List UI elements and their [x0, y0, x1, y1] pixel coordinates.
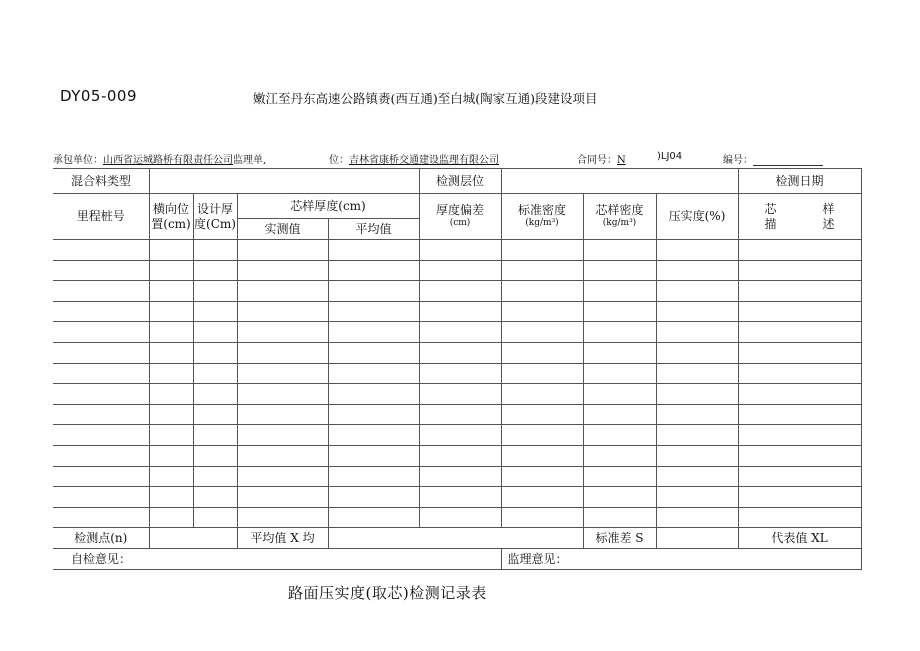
station-cell[interactable] [53, 240, 149, 261]
thk-dev-cell[interactable] [419, 466, 501, 487]
compaction-cell[interactable] [656, 445, 738, 466]
measured-cell[interactable] [237, 342, 328, 363]
design-thk-cell[interactable] [193, 363, 237, 384]
table-row [53, 322, 861, 343]
header-design-thickness [193, 194, 237, 240]
average-cell[interactable] [328, 384, 419, 405]
core-desc-cell[interactable] [738, 487, 861, 508]
thk-dev-cell[interactable] [419, 260, 501, 281]
core-density-cell[interactable] [583, 487, 656, 508]
header-compaction: 压实度(%) [656, 194, 738, 240]
std-density-cell[interactable] [501, 322, 583, 343]
measured-cell[interactable] [237, 404, 328, 425]
core-desc-cell[interactable] [738, 363, 861, 384]
contract-value-suffix: )LJ04 [657, 151, 683, 162]
test-points-value[interactable] [149, 528, 237, 549]
measured-cell[interactable] [237, 301, 328, 322]
measured-cell[interactable] [237, 281, 328, 302]
core-density-cell[interactable] [583, 363, 656, 384]
std-density-cell[interactable] [501, 342, 583, 363]
core-desc-char-1: 芯 [764, 201, 777, 216]
test-layer-label: 检测层位 [419, 169, 501, 194]
core-density-cell[interactable] [583, 322, 656, 343]
header-core-density-label: 芯样密度 [595, 203, 644, 218]
design-thk-cell[interactable] [193, 507, 237, 528]
core-desc-cell[interactable] [738, 384, 861, 405]
average-cell[interactable] [328, 363, 419, 384]
table-row [53, 281, 861, 302]
station-cell[interactable] [53, 363, 149, 384]
average-cell[interactable] [328, 466, 419, 487]
design-thk-cell[interactable] [193, 487, 237, 508]
thk-dev-cell[interactable] [419, 425, 501, 446]
core-density-cell[interactable] [583, 240, 656, 261]
compaction-cell[interactable] [656, 507, 738, 528]
table-row [53, 404, 861, 425]
number-blank [753, 155, 823, 166]
compaction-cell[interactable] [656, 363, 738, 384]
thk-dev-cell[interactable] [419, 281, 501, 302]
std-density-cell[interactable] [501, 507, 583, 528]
form-code: DY05-009 [60, 87, 138, 105]
measured-cell[interactable] [237, 240, 328, 261]
header-std-density-unit: (kg/m³) [525, 218, 559, 229]
measured-cell[interactable] [237, 260, 328, 281]
contractor-field [53, 151, 266, 166]
std-density-cell[interactable] [501, 363, 583, 384]
table-row [53, 487, 861, 508]
station-cell[interactable] [53, 466, 149, 487]
compaction-cell[interactable] [656, 322, 738, 343]
core-desc-cell[interactable] [738, 507, 861, 528]
test-points-label: 检测点(n) [53, 528, 149, 549]
design-thk-cell[interactable] [193, 240, 237, 261]
header-measured: 实测值 [237, 219, 328, 240]
core-density-cell[interactable] [583, 425, 656, 446]
mix-type-value[interactable] [149, 169, 419, 194]
std-dev-label: 标准差 S [583, 528, 656, 549]
contract-value-prefix: N [617, 155, 626, 166]
average-cell[interactable] [328, 404, 419, 425]
measured-cell[interactable] [237, 322, 328, 343]
supervisor-field [329, 151, 499, 166]
design-thk-cell[interactable] [193, 404, 237, 425]
std-density-cell[interactable] [501, 466, 583, 487]
std-density-cell[interactable] [501, 301, 583, 322]
design-thk-cell[interactable] [193, 384, 237, 405]
rep-value-label: 代表值 XL [738, 528, 861, 549]
core-desc-char-2: 样 [822, 201, 835, 216]
core-desc-cell[interactable] [738, 260, 861, 281]
thk-dev-cell[interactable] [419, 322, 501, 343]
lateral-cell[interactable] [149, 466, 193, 487]
station-cell[interactable] [53, 487, 149, 508]
std-density-cell[interactable] [501, 240, 583, 261]
average-cell[interactable] [328, 425, 419, 446]
core-density-cell[interactable] [583, 281, 656, 302]
thk-dev-cell[interactable] [419, 363, 501, 384]
lateral-cell[interactable] [149, 425, 193, 446]
lateral-cell[interactable] [149, 342, 193, 363]
average-cell[interactable] [328, 301, 419, 322]
self-check-opinion[interactable]: 自检意见： [53, 549, 501, 570]
lateral-cell[interactable] [149, 404, 193, 425]
compaction-cell[interactable] [656, 384, 738, 405]
mix-type-row [53, 169, 861, 194]
station-cell[interactable] [53, 404, 149, 425]
table-row [53, 363, 861, 384]
supervisor-label-2: 位： [329, 155, 349, 166]
std-density-cell[interactable] [501, 425, 583, 446]
compaction-cell[interactable] [656, 425, 738, 446]
lateral-cell[interactable] [149, 301, 193, 322]
compaction-cell[interactable] [656, 281, 738, 302]
header-core-density-unit: (kg/m³) [602, 218, 637, 229]
number-label: 编号： [723, 155, 753, 166]
std-density-cell[interactable] [501, 404, 583, 425]
compaction-cell[interactable] [656, 404, 738, 425]
station-cell[interactable] [53, 445, 149, 466]
station-cell[interactable] [53, 260, 149, 281]
test-layer-value[interactable] [501, 169, 738, 194]
design-thk-cell[interactable] [193, 322, 237, 343]
thk-dev-cell[interactable] [419, 301, 501, 322]
core-density-cell[interactable] [583, 342, 656, 363]
compaction-cell[interactable] [656, 487, 738, 508]
core-desc-cell[interactable] [738, 240, 861, 261]
supervisor-value: 吉林省康桥交通建设监理有限公司 [349, 155, 499, 166]
summary-row [53, 528, 861, 549]
lateral-cell[interactable] [149, 240, 193, 261]
header-core-desc-line-2 [739, 217, 861, 232]
std-density-cell[interactable] [501, 260, 583, 281]
average-cell[interactable] [328, 445, 419, 466]
data-rows [53, 240, 861, 528]
core-desc-char-3: 描 [764, 216, 777, 231]
header-std-density-label: 标准密度 [517, 203, 566, 218]
design-thk-cell[interactable] [193, 301, 237, 322]
header-thk-dev-label: 厚度偏差 [435, 203, 484, 218]
average-cell[interactable] [328, 322, 419, 343]
header-core-description [738, 194, 861, 240]
table-row [53, 445, 861, 466]
core-desc-char-4: 述 [822, 216, 835, 231]
compaction-cell[interactable] [656, 260, 738, 281]
contract-field [577, 151, 626, 166]
header-design-line-1: 设计厚 [196, 201, 233, 216]
design-thk-cell[interactable] [193, 260, 237, 281]
std-density-cell[interactable] [501, 384, 583, 405]
mix-type-label: 混合料类型 [53, 169, 149, 194]
table-row [53, 384, 861, 405]
table-row [53, 260, 861, 281]
average-x-label: 平均值 X 均 [237, 528, 328, 549]
header-lateral-line-2: 置(cm) [151, 216, 191, 231]
average-cell[interactable] [328, 260, 419, 281]
core-desc-cell[interactable] [738, 466, 861, 487]
std-density-cell[interactable] [501, 445, 583, 466]
thk-dev-cell[interactable] [419, 384, 501, 405]
core-desc-cell[interactable] [738, 445, 861, 466]
measured-cell[interactable] [237, 466, 328, 487]
std-density-cell[interactable] [501, 281, 583, 302]
contractor-value: 山西省运城路桥有限责任公司 [103, 155, 233, 166]
contract-label: 合同号： [577, 155, 617, 166]
header-station: 里程桩号 [53, 194, 149, 240]
opinion-row [53, 549, 861, 570]
core-density-cell[interactable] [583, 301, 656, 322]
thk-dev-cell[interactable] [419, 240, 501, 261]
thk-dev-cell[interactable] [419, 507, 501, 528]
header-lateral-position [149, 194, 193, 240]
std-dev-value[interactable] [656, 528, 738, 549]
design-thk-cell[interactable] [193, 445, 237, 466]
std-density-cell[interactable] [501, 487, 583, 508]
compaction-cell[interactable] [656, 301, 738, 322]
measured-cell[interactable] [237, 384, 328, 405]
thk-dev-cell[interactable] [419, 342, 501, 363]
station-cell[interactable] [53, 281, 149, 302]
compaction-record-table [53, 168, 862, 570]
header-thk-dev-unit: (cm) [449, 218, 471, 229]
lateral-cell[interactable] [149, 281, 193, 302]
supervisor-label: 监理单, [233, 155, 267, 166]
lateral-cell[interactable] [149, 322, 193, 343]
table-row [53, 507, 861, 528]
table-row [53, 425, 861, 446]
station-cell[interactable] [53, 425, 149, 446]
core-desc-cell[interactable] [738, 404, 861, 425]
measured-cell[interactable] [237, 363, 328, 384]
lateral-cell[interactable] [149, 384, 193, 405]
core-density-cell[interactable] [583, 466, 656, 487]
core-density-cell[interactable] [583, 260, 656, 281]
form-title: 路面压实度(取芯)检测记录表 [288, 584, 487, 602]
core-density-cell[interactable] [583, 404, 656, 425]
core-density-cell[interactable] [583, 445, 656, 466]
measured-cell[interactable] [237, 425, 328, 446]
average-cell[interactable] [328, 487, 419, 508]
design-thk-cell[interactable] [193, 425, 237, 446]
lateral-cell[interactable] [149, 445, 193, 466]
core-desc-cell[interactable] [738, 281, 861, 302]
core-desc-cell[interactable] [738, 322, 861, 343]
table-row [53, 240, 861, 261]
supervision-opinion[interactable]: 监理意见： [501, 549, 861, 570]
thk-dev-cell[interactable] [419, 445, 501, 466]
measured-cell[interactable] [237, 507, 328, 528]
average-cell[interactable] [328, 281, 419, 302]
compaction-cell[interactable] [656, 240, 738, 261]
table-row [53, 301, 861, 322]
header-core-density [583, 194, 656, 240]
core-density-cell[interactable] [583, 507, 656, 528]
thk-dev-cell[interactable] [419, 404, 501, 425]
header-row-1 [53, 194, 861, 219]
station-cell[interactable] [53, 507, 149, 528]
measured-cell[interactable] [237, 445, 328, 466]
design-thk-cell[interactable] [193, 466, 237, 487]
header-core-desc-line-1 [739, 202, 861, 217]
header-thickness-deviation [419, 194, 501, 240]
station-cell[interactable] [53, 301, 149, 322]
lateral-cell[interactable] [149, 260, 193, 281]
average-cell[interactable] [328, 507, 419, 528]
header-average: 平均值 [328, 219, 419, 240]
table-row [53, 342, 861, 363]
average-x-value[interactable] [328, 528, 583, 549]
lateral-cell[interactable] [149, 363, 193, 384]
header-standard-density [501, 194, 583, 240]
core-desc-cell[interactable] [738, 301, 861, 322]
table-row [53, 466, 861, 487]
core-desc-cell[interactable] [738, 342, 861, 363]
lateral-cell[interactable] [149, 487, 193, 508]
compaction-cell[interactable] [656, 466, 738, 487]
test-date-label: 检测日期 [738, 169, 861, 194]
core-density-cell[interactable] [583, 384, 656, 405]
thk-dev-cell[interactable] [419, 487, 501, 508]
average-cell[interactable] [328, 240, 419, 261]
station-cell[interactable] [53, 384, 149, 405]
station-cell[interactable] [53, 322, 149, 343]
project-title: 嫩江至丹东高速公路镇赉(西互通)至白城(陶家互通)段建设项目 [253, 91, 598, 106]
number-field [723, 151, 823, 166]
compaction-cell[interactable] [656, 342, 738, 363]
header-core-thickness: 芯样厚度(cm) [237, 194, 419, 219]
measured-cell[interactable] [237, 487, 328, 508]
core-desc-cell[interactable] [738, 425, 861, 446]
lateral-cell[interactable] [149, 507, 193, 528]
design-thk-cell[interactable] [193, 281, 237, 302]
station-cell[interactable] [53, 342, 149, 363]
header-lateral-line-1: 横向位 [152, 201, 189, 216]
average-cell[interactable] [328, 342, 419, 363]
header-design-line-2: 度(Cm) [194, 216, 236, 231]
design-thk-cell[interactable] [193, 342, 237, 363]
contractor-label: 承包单位： [53, 155, 103, 166]
